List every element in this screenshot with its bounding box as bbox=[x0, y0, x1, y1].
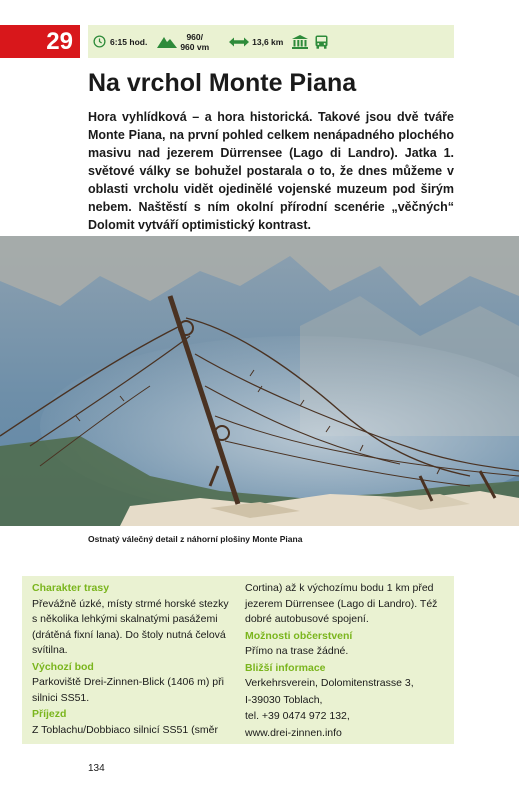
museum-icon bbox=[292, 35, 308, 49]
route-number-badge bbox=[0, 25, 80, 58]
barbed-wire-photo bbox=[0, 236, 519, 526]
section-heading: Charakter trasy bbox=[32, 582, 110, 594]
double-arrow-icon bbox=[229, 37, 249, 47]
section-heading: Výchozí bod bbox=[32, 660, 94, 673]
info-column-left bbox=[32, 581, 233, 744]
page-title: Na vrchol Monte Piana bbox=[88, 69, 357, 97]
page-number: 134 bbox=[88, 763, 105, 774]
intro-paragraph: Hora vyhlídková – a hora historická. Takové jsou dvě tváře Monte Piana, na první pohled celkem nenápadného plochého masivu nad jezerem Dürrensee (Lago di Landro). Jatka 1. světové války se bohužel postarala o to, že dnes můžeme v oblasti vrcholu vidět ojedinělé vojenské muzeum pod širým nebem. Naštěstí s ním okolní přírodní scenérie „věčných“ Dolomit vytváří optimistický kontrast. bbox=[88, 110, 454, 232]
clock-icon bbox=[93, 35, 106, 48]
section-heading: Možnosti občerstvení bbox=[245, 629, 353, 642]
contact-line: I-39030 Toblach, bbox=[245, 693, 323, 706]
duration-text: 6:15 hod. bbox=[110, 36, 148, 47]
section-text: Převážně úzké, místy strmé horské stezky s několika lehkými skalnatými pasážemi (drátěná fixní lana). Do štoly nutná čelová svítilna. bbox=[32, 597, 229, 656]
bus-icon bbox=[315, 35, 328, 49]
section-heading: Příjezd bbox=[32, 708, 67, 720]
elevation-down: 960 vm bbox=[180, 41, 210, 52]
photo-caption: Ostnatý válečný detail z náhorní plošiny Monte Piana bbox=[88, 534, 303, 544]
route-info-bar bbox=[88, 25, 454, 58]
route-info-box bbox=[22, 576, 454, 744]
section-text: Parkoviště Drei-Zinnen-Blick (1406 m) při silnici SS51. bbox=[32, 676, 224, 704]
route-number: 29 bbox=[46, 27, 73, 55]
contact-line: Verkehrsverein, Dolomitenstrasse 3, bbox=[245, 677, 414, 689]
section-text: Z Toblachu/Dobbiaco silnicí SS51 (směr bbox=[32, 723, 218, 736]
distance-text: 13,6 km bbox=[252, 36, 284, 47]
contact-line: tel. +39 0474 972 132, bbox=[245, 710, 350, 722]
section-heading: Bližší informace bbox=[245, 661, 326, 674]
section-text-continued: Cortina) až k výchozímu bodu 1 km před jezerem Dürrensee (Lago di Landro). Též dobré autobusové spojení. bbox=[245, 582, 438, 625]
contact-line: www.drei-zinnen.info bbox=[245, 726, 342, 739]
mountain-icon bbox=[157, 35, 177, 48]
info-column-right bbox=[245, 581, 446, 744]
section-text: Přímo na trase žádné. bbox=[245, 645, 349, 657]
elevation-text bbox=[180, 32, 209, 52]
elevation-up: 960/ bbox=[186, 31, 203, 42]
